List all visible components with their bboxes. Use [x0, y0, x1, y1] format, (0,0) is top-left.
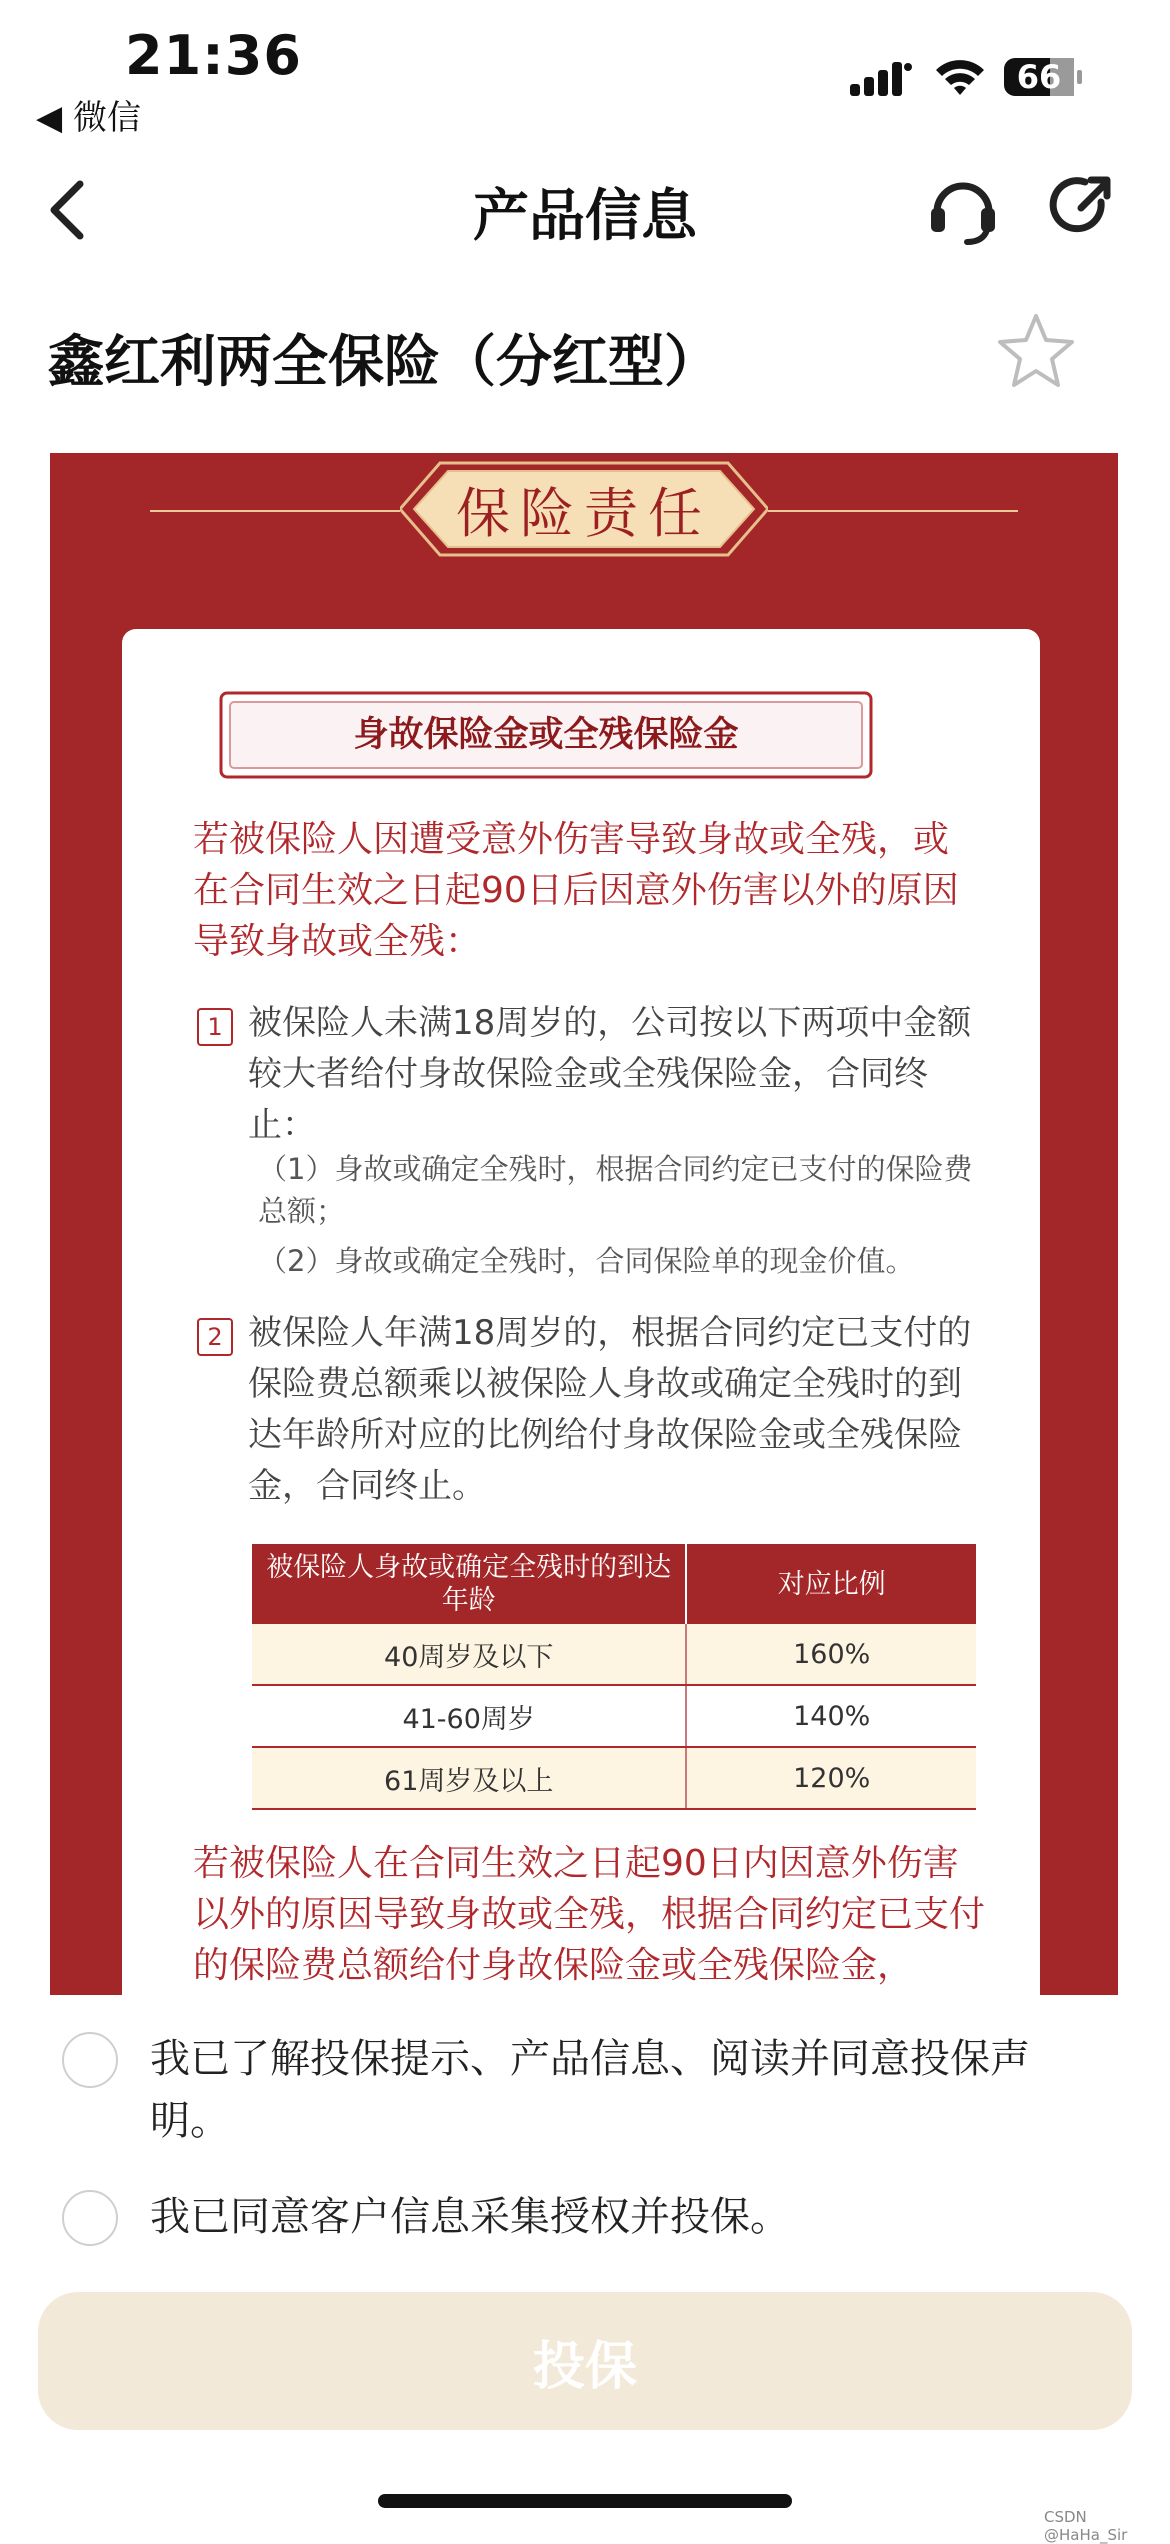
ratio-table	[252, 1544, 976, 1810]
table-row	[252, 1624, 976, 1685]
page-title: 产品信息	[473, 184, 697, 249]
watermark: CSDN @HaHa_Sir	[1044, 2508, 1128, 2544]
share-icon[interactable]	[1047, 172, 1117, 242]
section-title: 身故保险金或全残保险金	[353, 715, 739, 755]
apply-button-label: 投保	[532, 2337, 637, 2397]
item-number-2: 2	[197, 1318, 233, 1356]
item-1-text: 被保险人未满18周岁的，公司按以下两项中金额较大者给付身故保险金或全残保险金，合同终止：	[248, 1003, 972, 1145]
table-row	[252, 1685, 976, 1747]
agree-radio-2[interactable]	[62, 2190, 118, 2246]
table-cell-ratio: 120%	[686, 1747, 976, 1809]
status-time: 21:36	[125, 24, 302, 87]
battery-indicator	[1004, 56, 1084, 98]
banner-line-left	[150, 510, 400, 512]
product-title: 鑫红利两全保险（分红型）	[48, 330, 720, 395]
item-number-1: 1	[197, 1008, 233, 1046]
agreement-text-1[interactable]: 我已了解投保提示、产品信息、阅读并同意投保声明。	[150, 2036, 1030, 2144]
footer-paragraph: 若被保险人在合同生效之日起90日内因意外伤害以外的原因导致身故或全残，根据合同约定已支付的保险费总额给付身故保险金或全残保险金，	[193, 1843, 986, 1986]
banner-title: 保险责任	[456, 482, 712, 545]
agree-radio-1[interactable]	[62, 2032, 118, 2088]
table-cell-age: 61周岁及以上	[252, 1747, 686, 1809]
customer-service-icon[interactable]	[925, 172, 1001, 248]
battery-percent: 66	[1016, 58, 1062, 96]
back-to-app-link[interactable]: ◀ 微信	[36, 98, 141, 138]
intro-paragraph: 若被保险人因遭受意外伤害导致身故或全残，或在合同生效之日起90日后因意外伤害以外的原因导致身故或全残：	[193, 819, 959, 962]
footer-clip	[50, 1820, 1118, 1995]
table-row	[252, 1747, 976, 1809]
item-1-sub-1: （1）身故或确定全残时，根据合同约定已支付的保险费总额；	[258, 1152, 973, 1228]
table-header-age: 被保险人身故或确定全残时的到达年龄	[252, 1544, 686, 1624]
item-1-sub-2: （2）身故或确定全残时，合同保险单的现金价值。	[258, 1244, 915, 1278]
item-2-text: 被保险人年满18周岁的，根据合同约定已支付的保险费总额乘以被保险人身故或确定全残时的到达年龄所对应的比例给付身故保险金或全残保险金，合同终止。	[248, 1313, 972, 1506]
table-cell-ratio: 140%	[686, 1685, 976, 1747]
signal-icon	[850, 62, 912, 96]
table-header-row	[252, 1544, 976, 1624]
table-cell-age: 41-60周岁	[252, 1685, 686, 1747]
favorite-star-icon[interactable]	[994, 310, 1078, 390]
banner-line-right	[768, 510, 1018, 512]
home-indicator[interactable]	[378, 2494, 792, 2508]
agreement-text-2[interactable]: 我已同意客户信息采集授权并投保。	[150, 2194, 790, 2240]
table-header-ratio: 对应比例	[686, 1544, 976, 1624]
table-cell-ratio: 160%	[686, 1624, 976, 1685]
wifi-icon	[934, 56, 986, 96]
table-cell-age: 40周岁及以下	[252, 1624, 686, 1685]
